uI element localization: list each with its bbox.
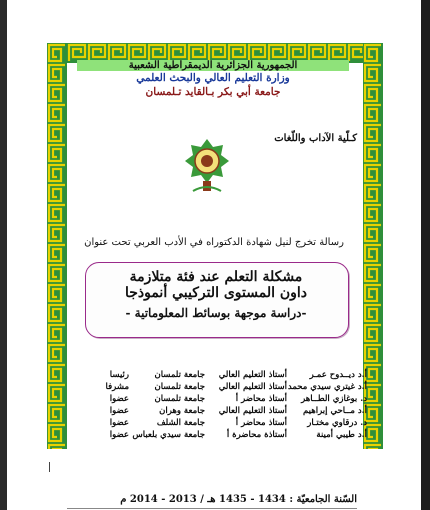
member-university: جامعة تلمسان: [154, 394, 205, 404]
member-university: جامعة تلمسان: [154, 370, 205, 380]
member-name: د. بوغازي الطــاهر: [301, 394, 367, 404]
committee-row: [77, 406, 367, 418]
year-underline: [67, 508, 357, 509]
member-university: جامعة تلمسان: [154, 382, 205, 392]
document-page: [7, 0, 421, 510]
faculty-name: كـلّية الآداب واللّغات: [274, 133, 357, 144]
member-rank: أستاذ محاضر أ: [235, 418, 287, 428]
university-emblem-icon: [183, 137, 231, 195]
committee-row: [77, 430, 367, 442]
committee-row: [77, 382, 367, 394]
member-university: جامعة وهران: [159, 406, 205, 416]
committee-row: [77, 394, 367, 406]
decorative-border-left: [47, 43, 67, 449]
member-rank: أستاذ التعليم العالي: [218, 370, 287, 380]
member-university: جامعة سيدي بلعباس: [132, 430, 205, 440]
member-name: أ.د غيتري سيدي محمد: [287, 382, 367, 392]
thesis-title-line-2: داون المستوى التركيبي أنموذجا: [124, 285, 308, 301]
academic-year-hijri: 1434 - 1435 هـ: [207, 494, 286, 505]
member-role: مشرفا: [105, 382, 129, 392]
member-role: عضوا: [109, 418, 129, 428]
thesis-title-line-1: مشكلة التعلم عند فئة متلازمة: [129, 269, 303, 285]
member-name: د. درقاوي مختـار: [307, 418, 367, 428]
thesis-subtitle: -دراسة موجهة بوسائط المعلوماتية -: [125, 306, 307, 320]
member-name: أ.د ديــدوح عمـر: [309, 370, 367, 380]
member-name: أ.د مــاحي إبراهيم: [303, 406, 367, 416]
academic-year: السّنة الجامعيّة : 1434 - 1435 هـ / 2013 - 2014 م: [120, 494, 357, 505]
academic-year-gregorian: 2013 - 2014 م: [120, 494, 197, 505]
member-rank: أستاذة محاضرة أ: [226, 430, 287, 440]
member-role: عضوا: [109, 406, 129, 416]
member-university: جامعة الشلف: [156, 418, 205, 428]
member-name: أ.د طيبي أمينة: [316, 430, 367, 440]
committee-row: [77, 418, 367, 430]
thesis-intro: رسالة تخرج لنيل شهادة الدكتوراه في الأدب العربي تحت عنوان: [84, 237, 344, 248]
member-rank: أستاذ التعليم العالي: [218, 382, 287, 392]
member-role: عضوا: [109, 394, 129, 404]
ministry-name: وزارة التعليم العالي والبحث العلمي: [136, 72, 290, 84]
academic-year-label: السّنة الجامعيّة :: [289, 494, 357, 505]
member-rank: أستاذ التعليم العالي: [218, 406, 287, 416]
member-rank: أستاذ محاضر أ: [235, 394, 287, 404]
university-name: جامعة أبي بكر بـالقايد تـلمسان: [145, 86, 281, 98]
committee-row: [77, 370, 367, 382]
republic-name: الجمهورية الجزائرية الديمقراطية الشعبية: [77, 60, 349, 71]
member-role: رئيسا: [109, 370, 129, 380]
text-cursor: [49, 462, 50, 472]
viewer-background-right: [421, 0, 430, 510]
member-role: عضوا: [109, 430, 129, 440]
